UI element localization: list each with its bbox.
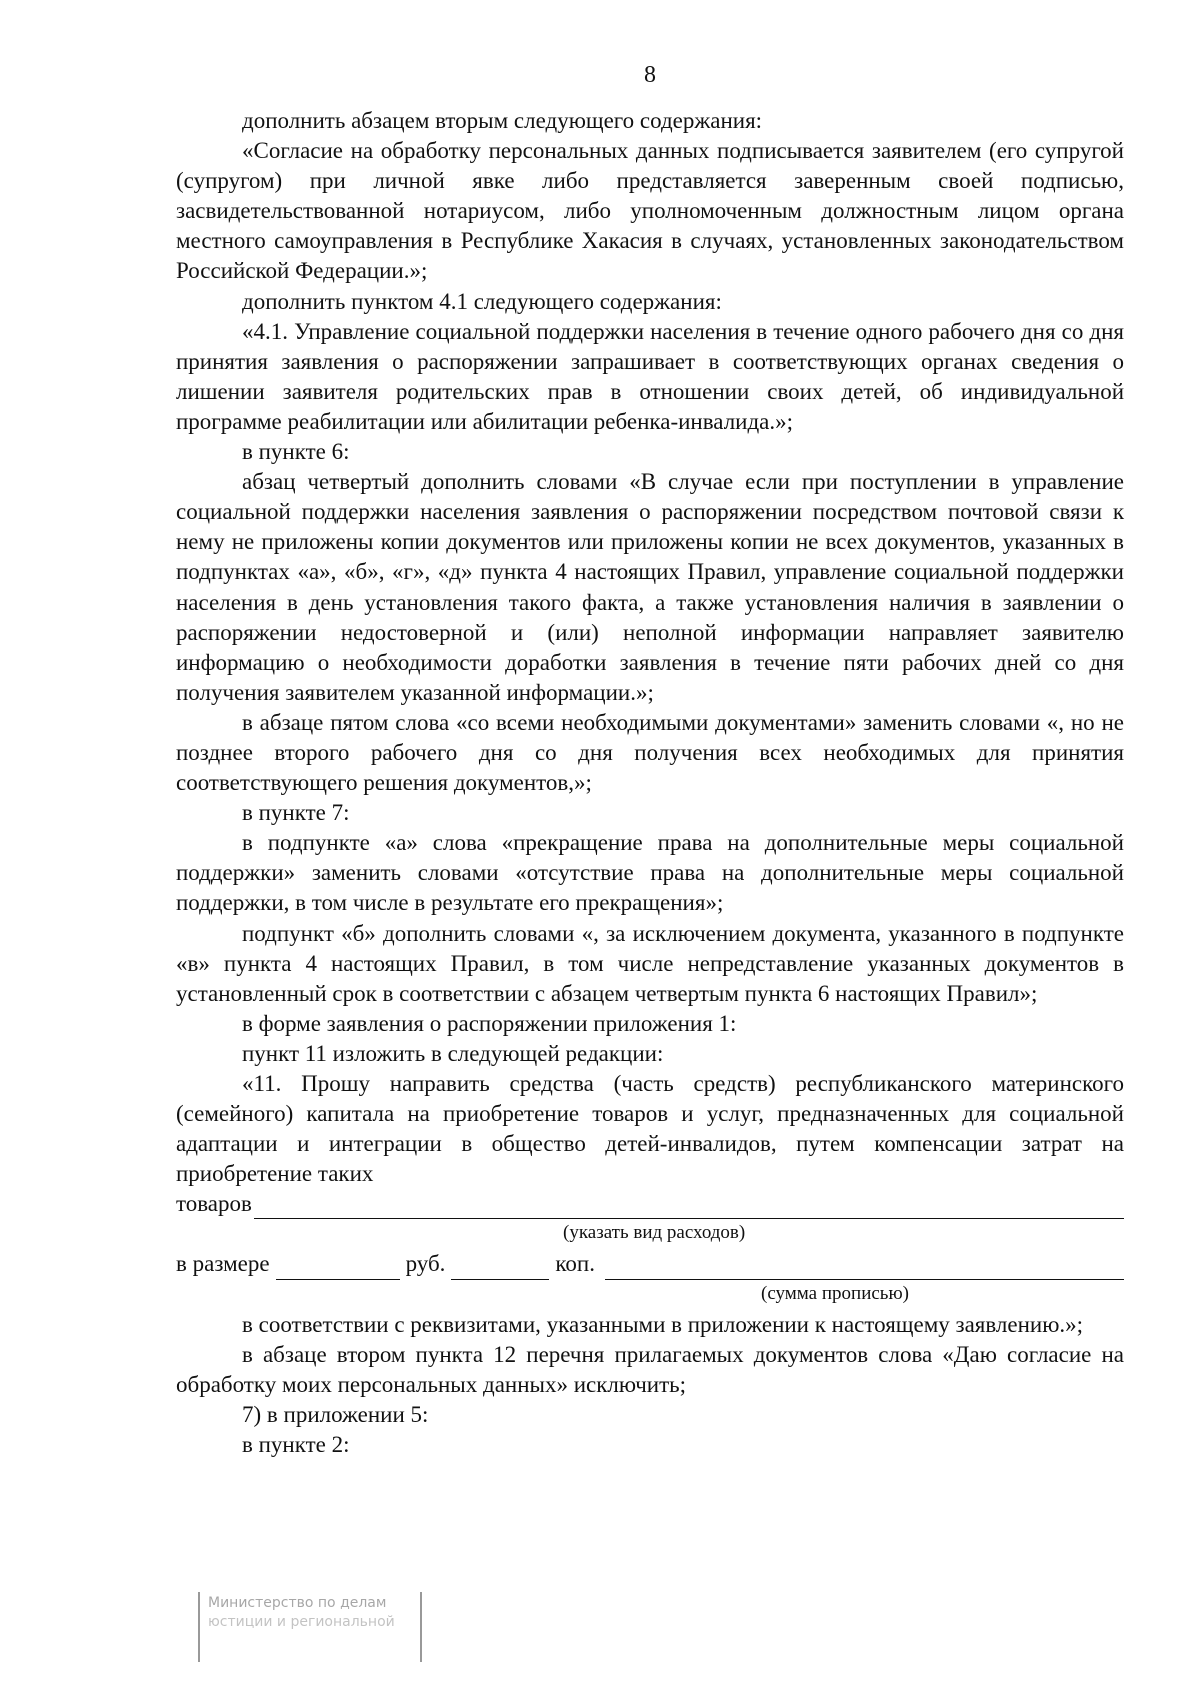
paragraph: подпункт «б» дополнить словами «, за исключением документа, указанного в подпункте «в» пункта 4 настоящих Правил, в том числе непредставление указанных документов в установленный срок в соответствии с абзацем четвертым пункта 6 настоящих Правил»;	[176, 920, 1124, 1006]
paragraph: в абзаце втором пункта 12 перечня прилагаемых документов слова «Даю согласие на обработку моих персональных данных» исключить;	[176, 1341, 1124, 1397]
expenses-hint: (указать вид расходов)	[563, 1222, 746, 1244]
paragraph: 7) в приложении 5:	[242, 1401, 429, 1427]
paragraph: «Согласие на обработку персональных данных подписывается заявителем (его супругой (супругом) при личной явке либо представляется заверенным своей подписью, засвидетельствованной нотариусом, либо уполномоченным должностным лицом органа местного самоуправления в Республике Хакасия в случаях, установленных законодательством Российской Федерации.»;	[176, 138, 1124, 284]
paragraph: в подпункте «а» слова «прекращение права на дополнительные меры социальной поддержки» заменить словами «отсутствие права на дополнительные меры социальной поддержки, в том числе в результате его прекращения»;	[176, 830, 1124, 916]
paragraph: дополнить абзацем вторым следующего содержания:	[242, 108, 763, 133]
rub-label: руб.	[405, 1251, 446, 1277]
amount-label: в размере	[176, 1251, 270, 1277]
paragraph: в соответствии с реквизитами, указанными в приложении к настоящему заявлению.»;	[242, 1311, 1084, 1337]
paragraph: в абзаце пятом слова «со всеми необходимыми документами» заменить словами «, но не позднее второго рабочего дня со дня получения всех необходимых для принятия соответствующего решения документов,»;	[176, 709, 1124, 796]
paragraph: абзац четвертый дополнить словами «В случае если при поступлении в управление социальной поддержки населения заявления о распоряжении посредством почтовой связи к нему не приложены копии документов или приложены копии не всех документов, указанных в подпунктах «а», «б», «г», «д» пункта 4 настоящих Правил, управление социальной поддержки населения в день установления такого факта, а также установления наличия в заявлении о распоряжении недостоверной и (или) неполной информации направляет заявителю информацию о необходимости доработки заявления в течение пяти рабочих дней со дня получения заявителем указанной информации.»;	[176, 469, 1124, 705]
paragraph: в пункте 6:	[242, 439, 350, 465]
stamp-line: юстиции и региональной	[208, 1614, 395, 1630]
amount-row	[176, 1249, 1124, 1279]
document-body	[176, 106, 1124, 1460]
kop-blank-line	[451, 1255, 549, 1280]
sum-words-blank-line	[605, 1255, 1124, 1280]
goods-blank-line	[254, 1194, 1124, 1219]
goods-row	[176, 1189, 1124, 1219]
paragraph: пункт 11 изложить в следующей редакции:	[242, 1040, 664, 1066]
page-number: 8	[644, 62, 656, 88]
rub-blank-line	[276, 1255, 400, 1280]
paragraph: в форме заявления о распоряжении приложения 1:	[242, 1010, 737, 1036]
registration-stamp	[198, 1592, 422, 1662]
paragraph: «4.1. Управление социальной поддержки населения в течение одного рабочего дня со дня принятия заявления о распоряжении запрашивает в соответствующих органах сведения о лишении заявителя родительских прав в отношении своих детей, об индивидуальной программе реабилитации или абилитации ребенка-инвалида.»;	[176, 318, 1124, 434]
paragraph: в пункте 2:	[242, 1431, 350, 1457]
sum-hint: (сумма прописью)	[761, 1282, 909, 1304]
paragraph: дополнить пунктом 4.1 следующего содержания:	[242, 288, 722, 314]
kop-label: коп.	[555, 1251, 595, 1277]
stamp-line: Министерство по делам	[208, 1595, 387, 1611]
goods-label: товаров	[176, 1191, 252, 1217]
paragraph: в пункте 7:	[242, 800, 350, 826]
paragraph: «11. Прошу направить средства (часть средств) республиканского материнского (семейного) капитала на приобретение товаров и услуг, предназначенных для социальной адаптации и интеграции в общество детей-инвалидов, путем компенсации затрат на приобретение таких	[176, 1071, 1124, 1187]
